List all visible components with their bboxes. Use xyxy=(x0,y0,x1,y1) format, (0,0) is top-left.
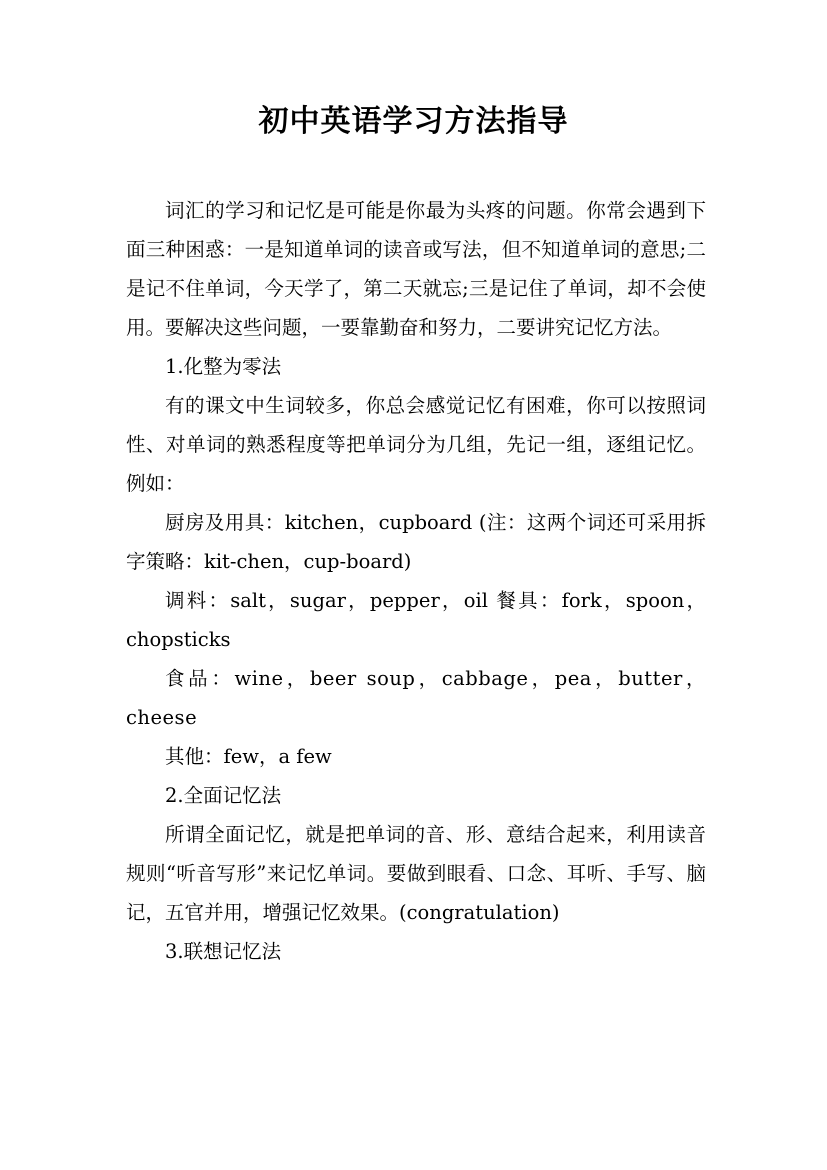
kitchen-vocab-line: 厨房及用具：kitchen，cupboard (注：这两个词还可采用拆字策略：kit-chen，cup-board) xyxy=(126,511,706,573)
section-2-paragraph: 所谓全面记忆，就是把单词的音、形、意结合起来，利用读音规则“听音写形”来记忆单词。要做到眼看、口念、耳听、手写、脑记，五官并用，增强记忆效果。(congratulation) xyxy=(126,823,706,924)
document-title: 初中英语学习方法指导 xyxy=(258,104,569,139)
seasoning-vocab-line: 调料：salt，sugar，pepper，oil 餐具：fork，spoon，chopsticks xyxy=(126,589,706,651)
intro-paragraph: 词汇的学习和记忆是可能是你最为头疼的问题。你常会遇到下面三种困惑：一是知道单词的读音或写法，但不知道单词的意思;二是记不住单词，今天学了，第二天就忘;三是记住了单词，却不会使用。要解决这些问题，一要靠勤奋和努力，二要讲究记忆方法。 xyxy=(126,199,706,339)
section-heading-3: 3.联想记忆法 xyxy=(165,940,282,963)
other-vocab-line: 其他：few，a few xyxy=(165,745,332,768)
section-heading-1: 1.化整为零法 xyxy=(165,355,282,378)
document-body xyxy=(126,191,706,971)
food-vocab-line: 食品：wine，beer soup，cabbage，pea，butter，cheese xyxy=(126,667,706,729)
section-heading-2: 2.全面记忆法 xyxy=(165,784,282,807)
section-1-paragraph: 有的课文中生词较多，你总会感觉记忆有困难，你可以按照词性、对单词的熟悉程度等把单词分为几组，先记一组，逐组记忆。例如： xyxy=(126,394,706,495)
